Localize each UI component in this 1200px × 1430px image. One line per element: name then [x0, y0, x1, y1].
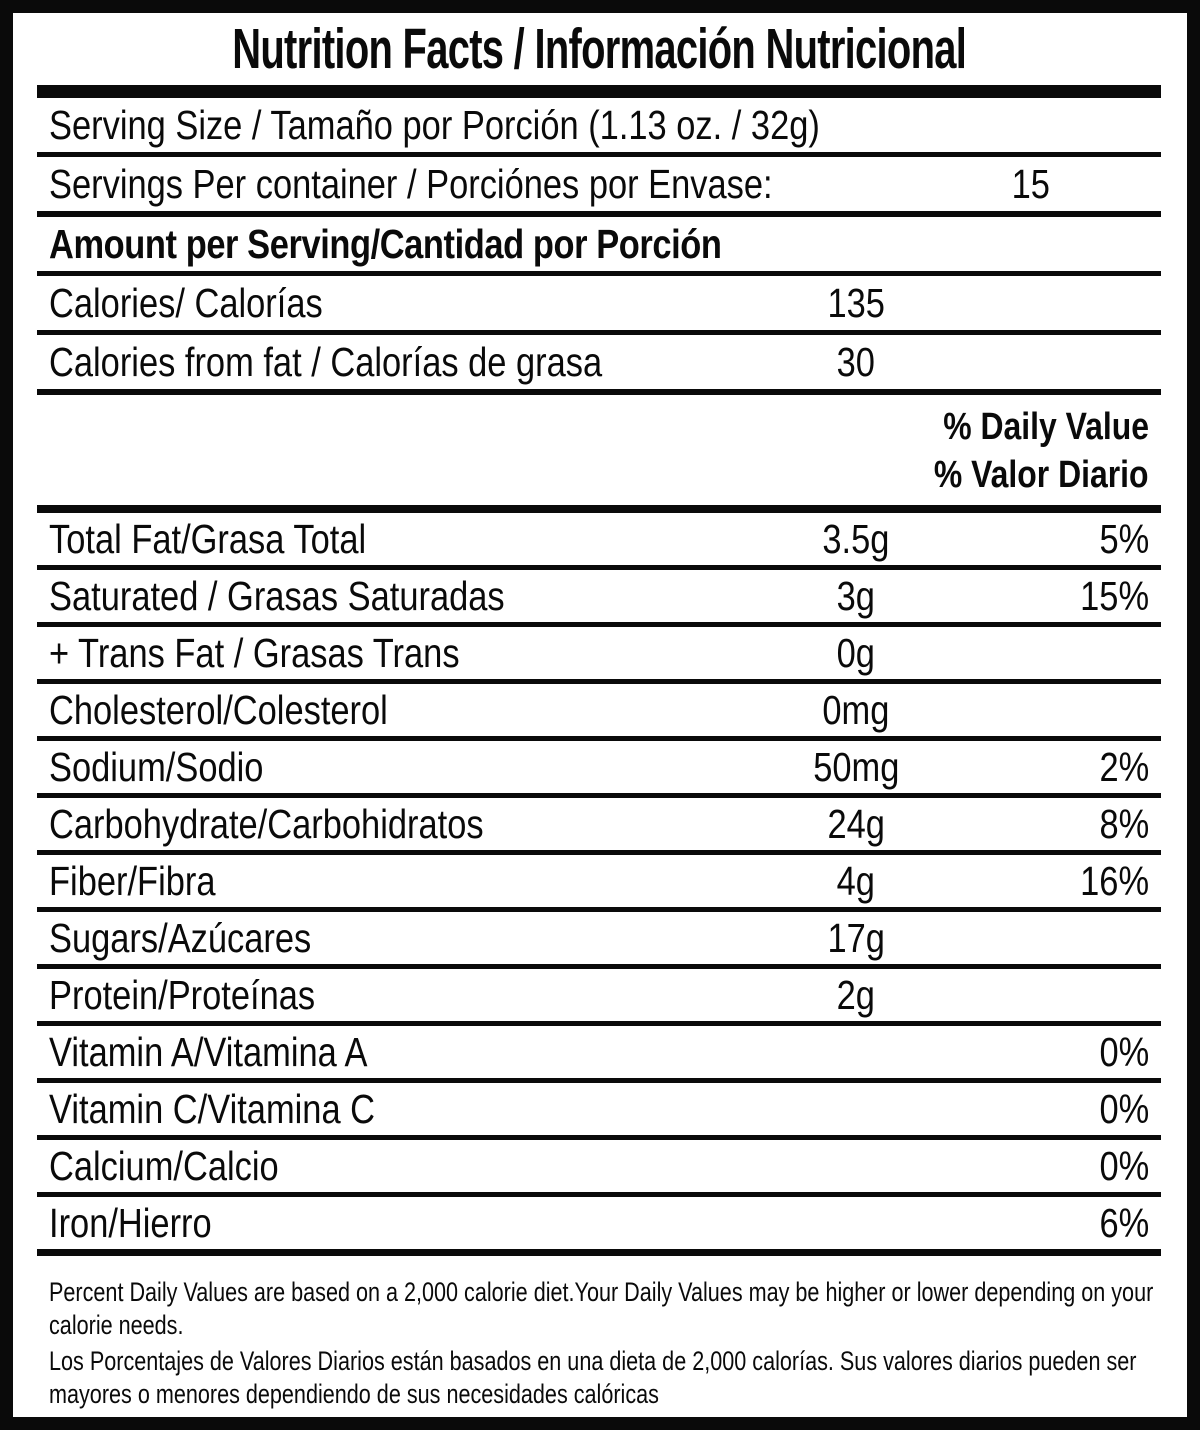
nutrient-row — [37, 1140, 1161, 1192]
nutrient-row — [37, 798, 1161, 850]
servings-count-value: 15 — [1011, 160, 1050, 207]
nutrient-dv: 2% — [1099, 743, 1149, 790]
nutrient-row — [37, 570, 1161, 622]
serving-size-text: Serving Size / Tamaño por Porción (1.13 oz. / 32g) — [49, 102, 820, 148]
amount-per-serving-heading: Amount per Serving/Cantidad por Porción — [49, 220, 722, 267]
servings-per-container-row — [37, 157, 1161, 211]
nutrient-amount: 4g — [836, 857, 876, 904]
nutrient-dv: 16% — [1080, 857, 1149, 904]
nutrient-label: + Trans Fat / Grasas Trans — [49, 629, 460, 676]
footnote-es: Los Porcentajes de Valores Diarios están basados en una dieta de 2,000 calorías. Sus valores diarios pueden ser mayores o menores dependiendo de sus necesidades calóricas — [49, 1346, 1137, 1409]
nutrient-table — [37, 513, 1161, 1249]
label-title — [37, 13, 1161, 85]
nutrient-row — [37, 1083, 1161, 1135]
nutrient-dv: 0% — [1099, 1085, 1149, 1132]
nutrient-amount: 0g — [836, 629, 876, 676]
nutrient-label: Sodium/Sodio — [49, 743, 264, 790]
nutrient-amount: 50mg — [812, 743, 900, 790]
nutrient-row — [37, 1197, 1161, 1249]
divider — [37, 505, 1161, 513]
nutrient-label: Sugars/Azúcares — [49, 914, 312, 961]
nutrient-dv: 8% — [1099, 800, 1149, 847]
nutrient-amount: 17g — [827, 914, 885, 961]
calories-from-fat-value: 30 — [836, 338, 876, 385]
daily-value-heading-block — [37, 395, 1161, 505]
label-title-text: Nutrition Facts / Información Nutricional — [232, 17, 966, 81]
nutrient-label: Saturated / Grasas Saturadas — [49, 572, 505, 619]
nutrient-amount: 2g — [836, 971, 876, 1018]
footnote-en: Percent Daily Values are based on a 2,000 calorie diet.Your Daily Values may be higher or lower depending on your calorie needs. — [49, 1277, 1154, 1340]
daily-value-heading-es: % Valor Diario — [934, 454, 1149, 496]
nutrient-row — [37, 513, 1161, 565]
nutrient-row — [37, 855, 1161, 907]
nutrient-dv: 15% — [1080, 572, 1149, 619]
divider — [37, 1249, 1161, 1256]
nutrient-label: Carbohydrate/Carbohidratos — [49, 800, 484, 847]
nutrient-amount: 3g — [836, 572, 876, 619]
nutrient-label: Vitamin C/Vitamina C — [49, 1085, 376, 1132]
nutrient-label: Cholesterol/Colesterol — [49, 686, 388, 733]
calories-label: Calories/ Calorías — [49, 279, 323, 326]
nutrient-row — [37, 741, 1161, 793]
calories-row — [37, 276, 1161, 330]
serving-size-row — [37, 98, 1161, 152]
daily-value-heading-es-line — [37, 451, 1161, 499]
calories-from-fat-row — [37, 335, 1161, 389]
nutrient-amount: 3.5g — [822, 515, 890, 562]
amount-per-serving-heading-row — [37, 217, 1161, 271]
nutrient-row — [37, 912, 1161, 964]
nutrient-amount: 0mg — [822, 686, 890, 733]
daily-value-heading-en-line — [37, 403, 1161, 451]
nutrient-label: Total Fat/Grasa Total — [49, 515, 367, 562]
calories-from-fat-label: Calories from fat / Calorías de grasa — [49, 338, 603, 385]
nutrient-row — [37, 684, 1161, 736]
nutrient-dv: 0% — [1099, 1142, 1149, 1189]
nutrient-label: Iron/Hierro — [49, 1199, 212, 1246]
nutrient-row — [37, 1026, 1161, 1078]
nutrient-dv: 0% — [1099, 1028, 1149, 1075]
daily-value-heading-en: % Daily Value — [943, 406, 1149, 448]
nutrient-label: Fiber/Fibra — [49, 857, 216, 904]
title-divider — [37, 85, 1161, 98]
footnote-block — [37, 1256, 1161, 1411]
calories-value: 135 — [827, 279, 885, 326]
nutrient-row — [37, 627, 1161, 679]
nutrient-dv: 5% — [1099, 515, 1149, 562]
nutrient-label: Protein/Proteínas — [49, 971, 316, 1018]
nutrient-label: Vitamin A/Vitamina A — [49, 1028, 368, 1075]
nutrient-row — [37, 969, 1161, 1021]
nutrient-amount: 24g — [827, 800, 885, 847]
servings-per-container-label: Servings Per container / Porciónes por Envase: — [49, 160, 773, 207]
nutrient-label: Calcium/Calcio — [49, 1142, 279, 1189]
nutrient-dv: 6% — [1099, 1199, 1149, 1246]
